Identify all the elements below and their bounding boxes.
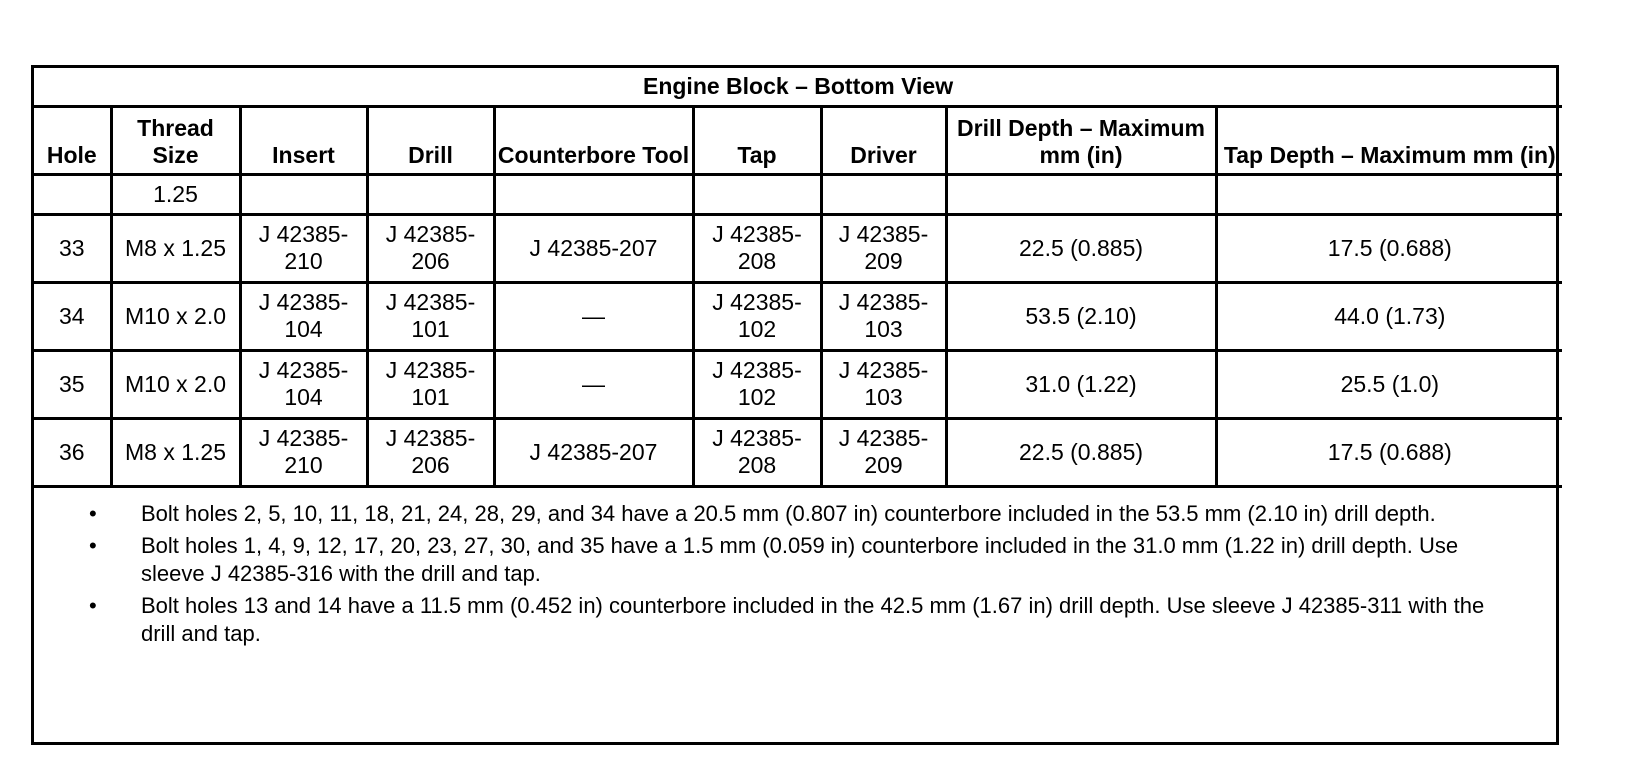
- table-row: [34, 282, 1562, 350]
- table-row: [34, 214, 1562, 282]
- table-row: [34, 418, 1562, 486]
- cell-tap: J 42385-208: [693, 214, 821, 282]
- notes-list: [34, 488, 1556, 648]
- cell-hole: 35: [34, 350, 111, 418]
- cell-driver: J 42385-209: [821, 418, 946, 486]
- table-row: [34, 174, 1562, 214]
- bullet-icon: •: [89, 500, 97, 526]
- cell-thread-size: M8 x 1.25: [111, 418, 240, 486]
- cell-counterbore: [494, 174, 693, 214]
- cell-drill-depth: 31.0 (1.22): [946, 350, 1216, 418]
- cell-hole: 33: [34, 214, 111, 282]
- cell-tap-depth: 25.5 (1.0): [1216, 350, 1562, 418]
- header-drill: Drill: [367, 106, 494, 174]
- cell-tap-depth: 44.0 (1.73): [1216, 282, 1562, 350]
- cell-hole: 34: [34, 282, 111, 350]
- header-driver: Driver: [821, 106, 946, 174]
- cell-drill: [367, 174, 494, 214]
- cell-counterbore: J 42385-207: [494, 418, 693, 486]
- list-item: [34, 592, 1496, 648]
- cell-drill: J 42385-206: [367, 418, 494, 486]
- cell-thread-size: M8 x 1.25: [111, 214, 240, 282]
- engine-block-spec-document: [31, 65, 1559, 745]
- note-text: Bolt holes 13 and 14 have a 11.5 mm (0.452 in) counterbore included in the 42.5 mm (1.67 in) drill depth. Use sleeve J 42385-311 with the drill and tap.: [141, 592, 1485, 646]
- bullet-icon: •: [89, 532, 97, 558]
- cell-drill-depth: 22.5 (0.885): [946, 214, 1216, 282]
- cell-thread-size: 1.25: [111, 174, 240, 214]
- header-row: [34, 106, 1562, 174]
- cell-thread-size: M10 x 2.0: [111, 350, 240, 418]
- cell-driver: [821, 174, 946, 214]
- header-drill-depth: Drill Depth – Maximum mm (in): [946, 106, 1216, 174]
- cell-tap: J 42385-102: [693, 350, 821, 418]
- list-item: [34, 500, 1496, 528]
- cell-tap-depth: 17.5 (0.688): [1216, 214, 1562, 282]
- cell-driver: J 42385-103: [821, 282, 946, 350]
- cell-insert: [240, 174, 367, 214]
- cell-drill: J 42385-101: [367, 282, 494, 350]
- cell-tap: J 42385-208: [693, 418, 821, 486]
- cell-tap-depth: 17.5 (0.688): [1216, 418, 1562, 486]
- cell-drill-depth: [946, 174, 1216, 214]
- cell-insert: J 42385-104: [240, 350, 367, 418]
- cell-insert: J 42385-104: [240, 282, 367, 350]
- cell-driver: J 42385-209: [821, 214, 946, 282]
- cell-drill-depth: 53.5 (2.10): [946, 282, 1216, 350]
- header-tap: Tap: [693, 106, 821, 174]
- cell-counterbore: J 42385-207: [494, 214, 693, 282]
- cell-insert: J 42385-210: [240, 418, 367, 486]
- cell-counterbore: —: [494, 282, 693, 350]
- spec-table: [34, 68, 1562, 488]
- cell-driver: J 42385-103: [821, 350, 946, 418]
- cell-tap: [693, 174, 821, 214]
- cell-tap-depth: [1216, 174, 1562, 214]
- cell-drill: J 42385-206: [367, 214, 494, 282]
- cell-insert: J 42385-210: [240, 214, 367, 282]
- bullet-icon: •: [89, 592, 97, 618]
- cell-counterbore: —: [494, 350, 693, 418]
- cell-drill: J 42385-101: [367, 350, 494, 418]
- note-text: Bolt holes 2, 5, 10, 11, 18, 21, 24, 28, 29, and 34 have a 20.5 mm (0.807 in) counterbore included in the 53.5 mm (2.10 in) drill depth.: [141, 500, 1436, 526]
- cell-drill-depth: 22.5 (0.885): [946, 418, 1216, 486]
- table-row: [34, 350, 1562, 418]
- table-title: Engine Block – Bottom View: [34, 68, 1562, 106]
- cell-hole: 36: [34, 418, 111, 486]
- list-item: [34, 532, 1496, 588]
- cell-thread-size: M10 x 2.0: [111, 282, 240, 350]
- header-thread-size: Thread Size: [111, 106, 240, 174]
- header-insert: Insert: [240, 106, 367, 174]
- cell-tap: J 42385-102: [693, 282, 821, 350]
- header-hole: Hole: [34, 106, 111, 174]
- cell-hole: [34, 174, 111, 214]
- note-text: Bolt holes 1, 4, 9, 12, 17, 20, 23, 27, 30, and 35 have a 1.5 mm (0.059 in) counterbore included in the 31.0 mm (1.22 in) drill depth. Use sleeve J 42385-316 with the drill and tap.: [141, 532, 1459, 586]
- header-tap-depth: Tap Depth – Maximum mm (in): [1216, 106, 1562, 174]
- header-counterbore-tool: Counterbore Tool: [494, 106, 693, 174]
